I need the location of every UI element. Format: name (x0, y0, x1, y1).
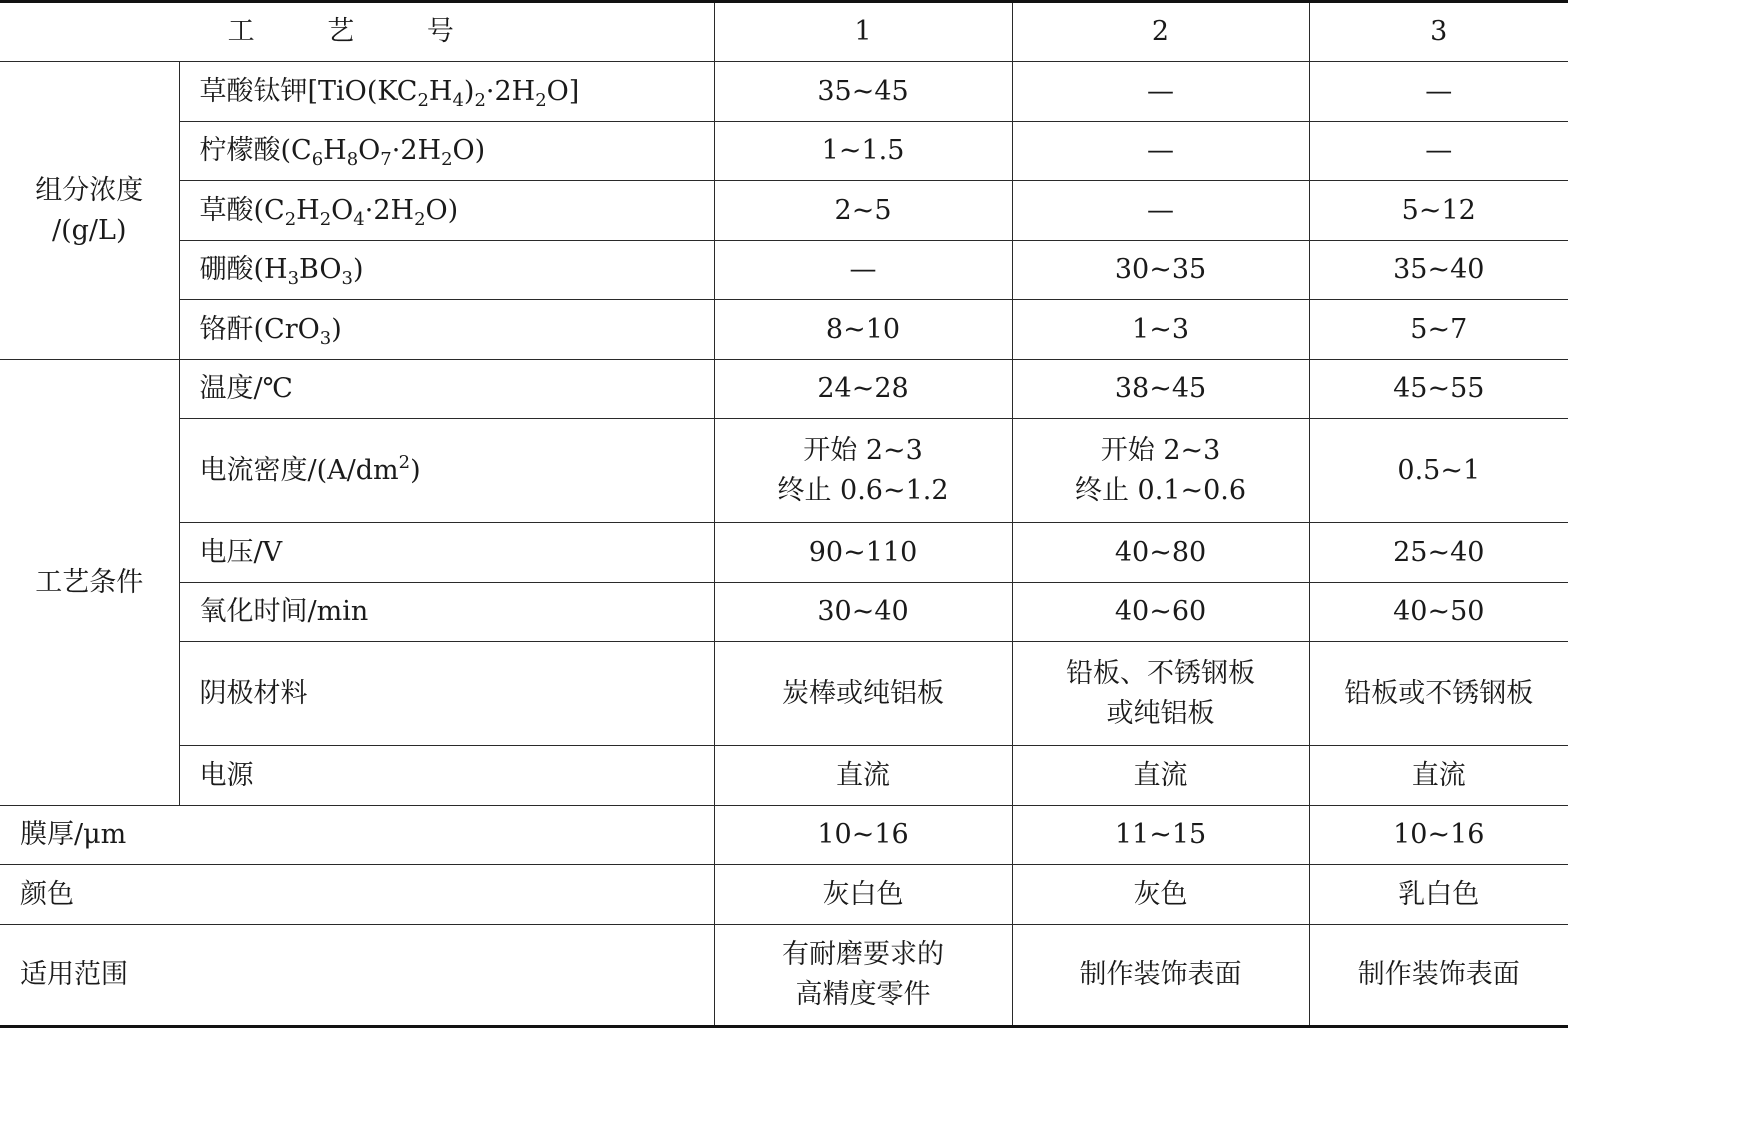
cell-value: 0.5~1 (1309, 419, 1568, 523)
row-label: 适用范围 (0, 925, 714, 1027)
cell-value: 开始 2~3 终止 0.6~1.2 (714, 419, 1012, 523)
table-row (0, 746, 1568, 806)
cell-value: 直流 (1309, 746, 1568, 806)
cell-value: 有耐磨要求的 高精度零件 (714, 925, 1012, 1027)
cell-value: 5~7 (1309, 300, 1568, 360)
row-label: 膜厚/μm (0, 806, 714, 865)
cell-value: 30~40 (714, 583, 1012, 642)
cell-value: 制作装饰表面 (1012, 925, 1309, 1027)
cell-value: 30~35 (1012, 241, 1309, 300)
cell-value: 5~12 (1309, 181, 1568, 241)
cell-value: 40~80 (1012, 523, 1309, 583)
group-composition: 组分浓度 /(g/L) (0, 62, 179, 360)
row-label: 电源 (179, 746, 714, 806)
header-col-3: 3 (1309, 2, 1568, 62)
group-conditions: 工艺条件 (0, 360, 179, 806)
cell-value: 乳白色 (1309, 865, 1568, 925)
table-row (0, 300, 1568, 360)
table-row (0, 360, 1568, 419)
cell-value: 40~60 (1012, 583, 1309, 642)
cell-value: 制作装饰表面 (1309, 925, 1568, 1027)
row-label: 电流密度$/(A/dm^2)$ (179, 419, 714, 523)
cell-value: 45~55 (1309, 360, 1568, 419)
cell-value: 灰色 (1012, 865, 1309, 925)
cell-value: 10~16 (1309, 806, 1568, 865)
row-label: 硼酸$(H_3BO_3)$ (179, 241, 714, 300)
cell-value: — (714, 241, 1012, 300)
cell-value: — (1012, 122, 1309, 181)
cell-value: 11~15 (1012, 806, 1309, 865)
cell-value: 1~1.5 (714, 122, 1012, 181)
cell-value: 38~45 (1012, 360, 1309, 419)
cell-value: 铅板、不锈钢板 或纯铝板 (1012, 642, 1309, 746)
cell-value: 90~110 (714, 523, 1012, 583)
header-col-2: 2 (1012, 2, 1309, 62)
cell-value: 直流 (714, 746, 1012, 806)
cell-value: 10~16 (714, 806, 1012, 865)
row-label: 阴极材料 (179, 642, 714, 746)
cell-value: 灰白色 (714, 865, 1012, 925)
cell-value: 24~28 (714, 360, 1012, 419)
cell-value: 炭棒或纯铝板 (714, 642, 1012, 746)
table-row (0, 181, 1568, 241)
row-label: 电压/V (179, 523, 714, 583)
header-process-label: 工 艺 号 (0, 2, 714, 62)
row-label: 草酸$(C_2H_2O_4\cdot 2H_2O)$ (179, 181, 714, 241)
table-row (0, 583, 1568, 642)
cell-value: — (1309, 62, 1568, 122)
header-row (0, 2, 1568, 62)
table-row (0, 925, 1568, 1027)
table-row (0, 241, 1568, 300)
cell-value: 40~50 (1309, 583, 1568, 642)
cell-value: 直流 (1012, 746, 1309, 806)
cell-value: 开始 2~3 终止 0.1~0.6 (1012, 419, 1309, 523)
table-row (0, 806, 1568, 865)
table-row (0, 419, 1568, 523)
cell-value: 35~45 (714, 62, 1012, 122)
cell-value: — (1012, 62, 1309, 122)
row-label: 铬酐(CrO$_3$) (179, 300, 714, 360)
table-row (0, 865, 1568, 925)
row-label: 氧化时间/min (179, 583, 714, 642)
cell-value: 2~5 (714, 181, 1012, 241)
table-row (0, 62, 1568, 122)
table-row (0, 642, 1568, 746)
row-label: 温度/℃ (179, 360, 714, 419)
table-row (0, 523, 1568, 583)
cell-value: 35~40 (1309, 241, 1568, 300)
cell-value: 25~40 (1309, 523, 1568, 583)
cell-value: — (1309, 122, 1568, 181)
row-label: 柠檬酸$(C_6H_8O_7\cdot 2H_2O)$ (179, 122, 714, 181)
row-label: 草酸钛钾$[TiO(KC_2H_4)_2\cdot 2H_2O]$ (179, 62, 714, 122)
cell-value: 1~3 (1012, 300, 1309, 360)
cell-value: 铅板或不锈钢板 (1309, 642, 1568, 746)
table-row (0, 122, 1568, 181)
row-label: 颜色 (0, 865, 714, 925)
cell-value: — (1012, 181, 1309, 241)
header-col-1: 1 (714, 2, 1012, 62)
cell-value: 8~10 (714, 300, 1012, 360)
